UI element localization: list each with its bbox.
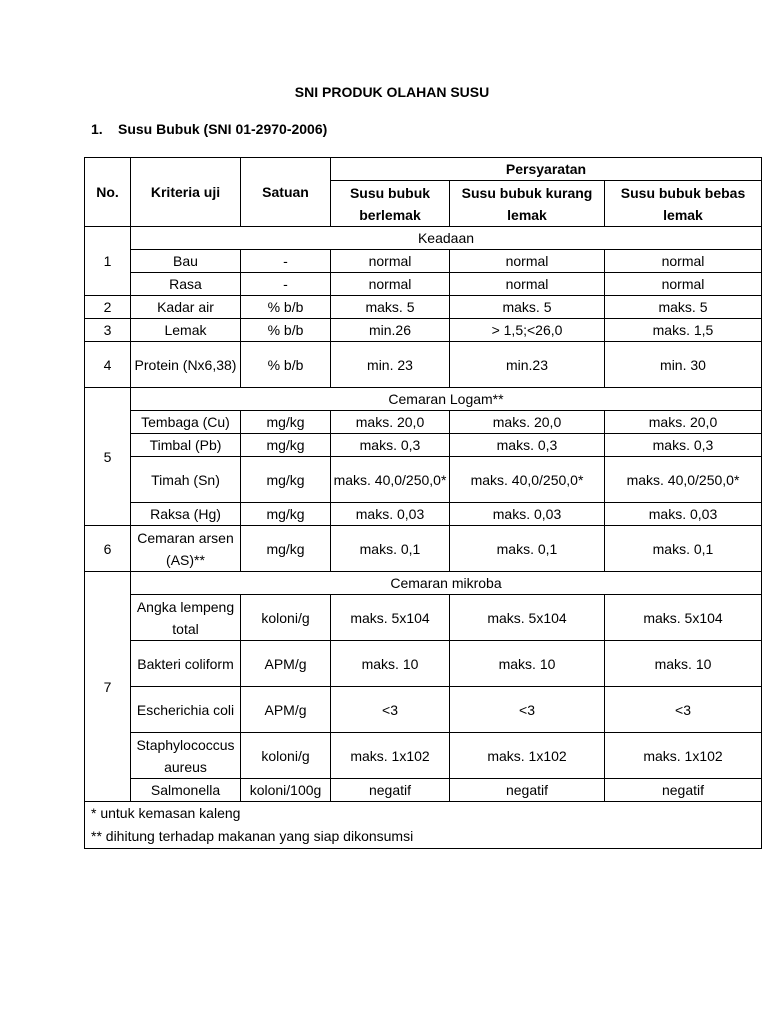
value-cell: maks. 10	[450, 641, 605, 687]
value-cell: maks. 5x104	[331, 595, 450, 641]
value-cell: maks. 0,03	[605, 503, 762, 526]
table-row	[85, 733, 762, 779]
table-row	[85, 411, 762, 434]
value-cell: maks. 5x104	[605, 595, 762, 641]
table-row	[85, 273, 762, 296]
value-cell: min. 30	[605, 342, 762, 388]
criteria-cell: Escherichia coli	[131, 687, 241, 733]
group-label: Cemaran Logam**	[131, 388, 762, 411]
header-row	[85, 158, 762, 181]
header-fat-free: Susu bubuk bebas lemak	[605, 181, 762, 227]
unit-cell: mg/kg	[241, 434, 331, 457]
value-cell: maks. 20,0	[605, 411, 762, 434]
value-cell: maks. 0,1	[605, 526, 762, 572]
table-row	[85, 250, 762, 273]
row-number: 1	[85, 227, 131, 296]
table-row	[85, 457, 762, 503]
header-requirements: Persyaratan	[331, 158, 762, 181]
criteria-cell: Kadar air	[131, 296, 241, 319]
criteria-cell: Bakteri coliform	[131, 641, 241, 687]
value-cell: maks. 1,5	[605, 319, 762, 342]
unit-cell: % b/b	[241, 296, 331, 319]
unit-cell: koloni/g	[241, 595, 331, 641]
table-row	[85, 296, 762, 319]
section-title: Susu Bubuk (SNI 01-2970-2006)	[118, 121, 328, 137]
value-cell: maks. 20,0	[450, 411, 605, 434]
value-cell: maks. 40,0/250,0*	[331, 457, 450, 503]
group-row	[85, 572, 762, 595]
unit-cell: APM/g	[241, 641, 331, 687]
criteria-cell: Angka lempeng total	[131, 595, 241, 641]
value-cell: min. 23	[331, 342, 450, 388]
criteria-cell: Raksa (Hg)	[131, 503, 241, 526]
value-cell: maks. 0,03	[450, 503, 605, 526]
document-title: SNI PRODUK OLAHAN SUSU	[294, 84, 490, 100]
unit-cell: mg/kg	[241, 411, 331, 434]
value-cell: <3	[450, 687, 605, 733]
row-number: 6	[85, 526, 131, 572]
header-unit: Satuan	[241, 158, 331, 227]
unit-cell: APM/g	[241, 687, 331, 733]
value-cell: maks. 20,0	[331, 411, 450, 434]
header-full-fat: Susu bubuk berlemak	[331, 181, 450, 227]
value-cell: maks. 0,3	[450, 434, 605, 457]
criteria-cell: Rasa	[131, 273, 241, 296]
criteria-cell: Bau	[131, 250, 241, 273]
value-cell: negatif	[605, 779, 762, 802]
table-row	[85, 526, 762, 572]
value-cell: maks. 0,3	[331, 434, 450, 457]
row-number: 5	[85, 388, 131, 526]
unit-cell: mg/kg	[241, 457, 331, 503]
value-cell: maks. 1x102	[450, 733, 605, 779]
value-cell: maks. 5x104	[450, 595, 605, 641]
value-cell: normal	[450, 273, 605, 296]
value-cell: <3	[331, 687, 450, 733]
unit-cell: % b/b	[241, 319, 331, 342]
value-cell: maks. 0,03	[331, 503, 450, 526]
criteria-cell: Salmonella	[131, 779, 241, 802]
table-row	[85, 503, 762, 526]
unit-cell: -	[241, 273, 331, 296]
footnote: ** dihitung terhadap makanan yang siap dikonsumsi	[91, 828, 414, 844]
value-cell: normal	[331, 273, 450, 296]
section-number: 1.	[91, 121, 103, 137]
criteria-cell: Tembaga (Cu)	[131, 411, 241, 434]
table-row	[85, 434, 762, 457]
value-cell: maks. 5	[331, 296, 450, 319]
unit-cell: koloni/100g	[241, 779, 331, 802]
value-cell: negatif	[331, 779, 450, 802]
value-cell: negatif	[450, 779, 605, 802]
unit-cell: % b/b	[241, 342, 331, 388]
group-label: Keadaan	[131, 227, 762, 250]
criteria-cell: Timbal (Pb)	[131, 434, 241, 457]
table-row	[85, 595, 762, 641]
value-cell: min.26	[331, 319, 450, 342]
value-cell: maks. 40,0/250,0*	[450, 457, 605, 503]
criteria-cell: Staphylococcus aureus	[131, 733, 241, 779]
unit-cell: mg/kg	[241, 503, 331, 526]
table-row	[85, 641, 762, 687]
criteria-cell: Cemaran arsen (AS)**	[131, 526, 241, 572]
value-cell: <3	[605, 687, 762, 733]
footnote: * untuk kemasan kaleng	[91, 805, 241, 821]
row-number: 7	[85, 572, 131, 802]
criteria-cell: Timah (Sn)	[131, 457, 241, 503]
header-criteria: Kriteria uji	[131, 158, 241, 227]
section-heading	[91, 121, 327, 137]
group-label: Cemaran mikroba	[131, 572, 762, 595]
unit-cell: mg/kg	[241, 526, 331, 572]
value-cell: > 1,5;<26,0	[450, 319, 605, 342]
table-row	[85, 319, 762, 342]
group-row	[85, 388, 762, 411]
value-cell: maks. 0,1	[450, 526, 605, 572]
footnote-row	[85, 802, 762, 849]
criteria-cell: Protein (Nx6,38)	[131, 342, 241, 388]
header-no: No.	[85, 158, 131, 227]
value-cell: normal	[605, 250, 762, 273]
footnotes-cell	[85, 802, 762, 849]
unit-cell: -	[241, 250, 331, 273]
value-cell: maks. 0,3	[605, 434, 762, 457]
criteria-cell: Lemak	[131, 319, 241, 342]
row-number: 2	[85, 296, 131, 319]
value-cell: maks. 10	[605, 641, 762, 687]
table-row	[85, 342, 762, 388]
value-cell: min.23	[450, 342, 605, 388]
row-number: 3	[85, 319, 131, 342]
value-cell: maks. 5	[605, 296, 762, 319]
value-cell: maks. 40,0/250,0*	[605, 457, 762, 503]
value-cell: normal	[450, 250, 605, 273]
unit-cell: koloni/g	[241, 733, 331, 779]
value-cell: maks. 1x102	[331, 733, 450, 779]
value-cell: maks. 1x102	[605, 733, 762, 779]
value-cell: maks. 0,1	[331, 526, 450, 572]
value-cell: normal	[331, 250, 450, 273]
row-number: 4	[85, 342, 131, 388]
value-cell: maks. 5	[450, 296, 605, 319]
table-row	[85, 779, 762, 802]
table-row	[85, 687, 762, 733]
requirements-table	[84, 157, 762, 849]
group-row	[85, 227, 762, 250]
value-cell: maks. 10	[331, 641, 450, 687]
header-low-fat: Susu bubuk kurang lemak	[450, 181, 605, 227]
value-cell: normal	[605, 273, 762, 296]
